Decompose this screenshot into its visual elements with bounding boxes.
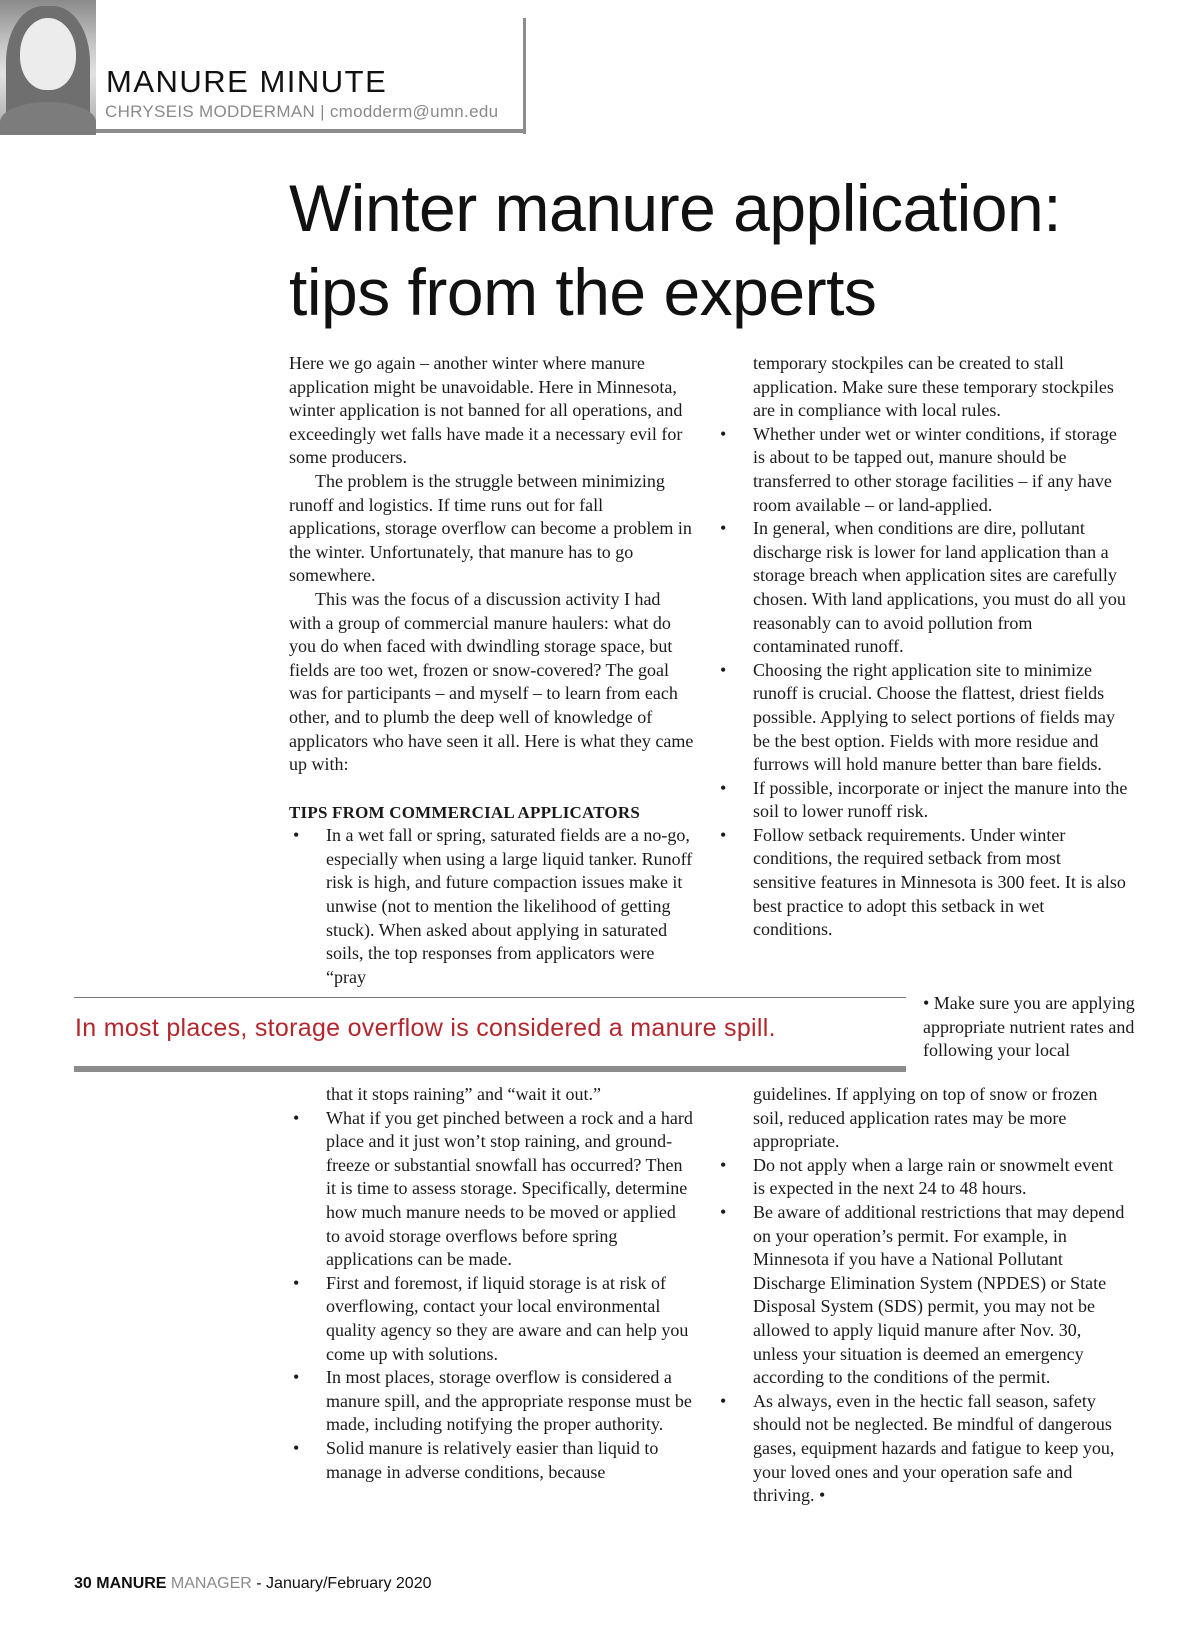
list-item: • Do not apply when a large rain or snowmelt event is expected in the next 24 to 48 hours. <box>716 1154 1128 1201</box>
article-title-line-2: tips from the experts <box>289 255 877 329</box>
list-item: • Choosing the right application site to minimize runoff is crucial. Choose the flattest, driest fields possible. Applying to select portions of fields may be the best option. Fields with more residue and furrows will hold manure better than bare fields. <box>716 659 1128 777</box>
pull-quote-rule-top <box>74 997 906 998</box>
paragraph: This was the focus of a discussion activity I had with a group of commercial manure haulers: what do you do when faced with dwindling storage space, but fields are too wet, frozen or snow-covered? The goal was for participants – and myself – to learn from each other, and to plumb the deep well of knowledge of applicators who have seen it all. Here is what they came up with: <box>289 588 694 775</box>
magazine-name-bold: MANURE <box>96 1575 167 1592</box>
author-name: CHRYSEIS MODDERMAN <box>105 102 316 121</box>
list-item-continued: guidelines. If applying on top of snow or frozen soil, reduced application rates may be more appropriate. <box>753 1084 1098 1152</box>
tips-list <box>289 824 694 989</box>
byline-separator: | <box>315 102 330 121</box>
list-item: • As always, even in the hectic fall season, safety should not be neglected. Be mindful of dangerous gases, equipment hazards and fatigue to keep you, your loved ones and your operation safe and thriving. • <box>716 1390 1128 1508</box>
header-divider-vertical <box>523 18 526 134</box>
byline <box>105 102 498 122</box>
right-column-lower <box>716 1083 1128 1508</box>
list-item: • Solid manure is relatively easier than liquid to manage in adverse conditions, because <box>289 1437 694 1484</box>
pull-quote: In most places, storage overflow is considered a manure spill. <box>75 1014 776 1042</box>
article-title-line-1: Winter manure application: <box>289 171 1062 245</box>
pull-quote-rule-bottom <box>74 1066 906 1072</box>
list-item: • First and foremost, if liquid storage is at risk of overflowing, contact your local environmental quality agency so they are aware and can help you come up with solutions. <box>289 1272 694 1366</box>
author-photo-face <box>20 18 76 90</box>
paragraph: The problem is the struggle between minimizing runoff and logistics. If time runs out for fall applications, storage overflow can become a problem in the winter. Unfortunately, that manure has to go somewhere. <box>289 470 692 586</box>
column-name: MANURE MINUTE <box>106 64 388 99</box>
left-column-upper <box>289 352 694 989</box>
author-photo-shoulders <box>0 102 96 135</box>
list-item-continued: that it stops raining” and “wait it out.” <box>326 1084 601 1104</box>
list-item: • Be aware of additional restrictions that may depend on your operation’s permit. For example, in Minnesota if you have a National Pollutant Discharge Elimination System (NPDES) or State Disposal System (SDS) permit, you may not be allowed to apply liquid manure after Nov. 30, unless your situation is deemed an emergency according to the conditions of the permit. <box>716 1201 1128 1390</box>
page-footer <box>74 1575 431 1593</box>
paragraph: Here we go again – another winter where manure application might be unavoidable. Here in Minnesota, winter application is not banned for all operations, and exceedingly wet falls have made it a necessary evil for some producers. <box>289 353 683 468</box>
tips-list <box>716 352 1128 942</box>
list-item: • If possible, incorporate or inject the manure into the soil to lower runoff risk. <box>716 777 1128 824</box>
list-item: • What if you get pinched between a rock and a hard place and it just won’t stop raining, and ground-freeze or substantial snowfall has occurred? Then it is time to assess storage. Specifically, determine how much manure needs to be moved or applied to avoid storage overflows before spring applications can be made. <box>289 1107 694 1272</box>
page-number: 30 <box>74 1575 92 1592</box>
magazine-name-light: MANAGER <box>170 1575 252 1592</box>
section-heading: TIPS FROM COMMERCIAL APPLICATORS <box>289 802 640 822</box>
tips-list <box>289 1083 694 1484</box>
left-column-lower <box>289 1083 694 1484</box>
author-email[interactable]: cmodderm@umn.edu <box>329 102 499 121</box>
header-divider-horizontal <box>96 129 526 133</box>
right-column-wrap <box>923 992 1138 1063</box>
issue-date: - January/February 2020 <box>256 1575 432 1592</box>
right-column-upper <box>716 352 1128 942</box>
paragraph: • Make sure you are applying appropriate nutrient rates and following your local <box>923 993 1135 1061</box>
list-item: • Whether under wet or winter conditions, if storage is about to be tapped out, manure should be transferred to other storage facilities – if any have room available – or land-applied. <box>716 423 1128 517</box>
article-title <box>289 166 1169 334</box>
tips-list <box>716 1083 1128 1508</box>
list-item-continued: temporary stockpiles can be created to stall application. Make sure these temporary stockpiles are in compliance with local rules. <box>753 353 1114 421</box>
list-item: • In most places, storage overflow is considered a manure spill, and the appropriate response must be made, including notifying the proper authority. <box>289 1366 694 1437</box>
list-item: • Follow setback requirements. Under winter conditions, the required setback from most sensitive features in Minnesota is 300 feet. It is also best practice to adopt this setback in wet conditions. <box>716 824 1128 942</box>
list-item: • In a wet fall or spring, saturated fields are a no-go, especially when using a large liquid tanker. Runoff risk is high, and future compaction issues make it unwise (not to mention the likelihood of getting stuck). When asked about applying in saturated soils, the top responses from applicators were “pray <box>289 824 694 989</box>
author-photo <box>0 0 96 135</box>
list-item: • In general, when conditions are dire, pollutant discharge risk is lower for land application than a storage breach when application sites are carefully chosen. With land applications, you must do all you reasonably can to avoid pollution from contaminated runoff. <box>716 517 1128 659</box>
